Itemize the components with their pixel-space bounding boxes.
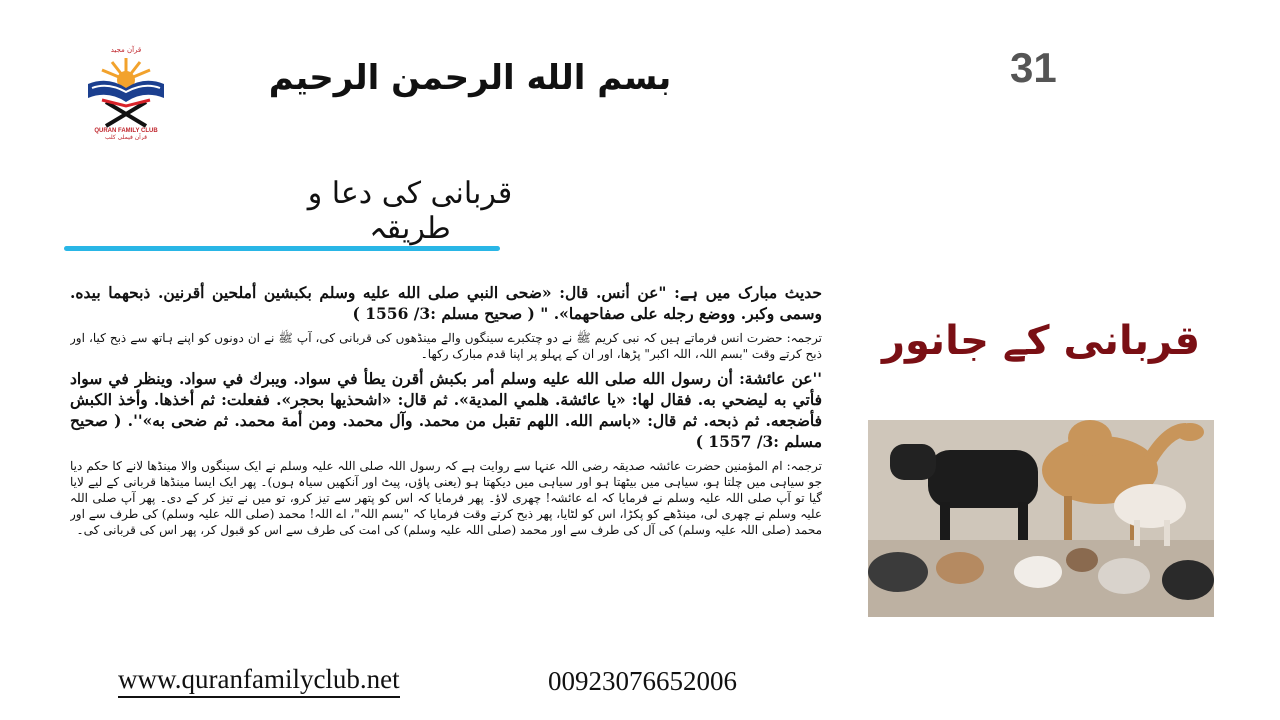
accent-divider <box>64 246 500 251</box>
phone-number: 00923076652006 <box>548 666 737 696</box>
hadith-text-block <box>70 282 822 622</box>
logo-arc-text: قرآن مجید <box>110 46 142 54</box>
photo-caption: قربانی کے جانور <box>881 318 1201 364</box>
page-number: 31 <box>1010 44 1057 91</box>
logo-name-urdu: قرآن فیملی کلب <box>105 134 147 140</box>
bismillah-heading: بسم الله الرحمن الرحيم <box>268 58 672 98</box>
quran-family-club-logo <box>78 40 174 140</box>
website-link[interactable]: www.quranfamilyclub.net <box>118 664 400 698</box>
section-subtitle: قربانی کی دعا و طریقہ <box>307 176 513 246</box>
sacrificial-animals-image <box>868 310 1214 617</box>
translation-paragraph-1: ترجمہ: حضرت انس فرماتے ہیں کہ نبی کریم ﷺ نے دو چتکبرے سینگوں والے مینڈھوں کی قربانی کی، آپ ﷺ نے ان دونوں کو اپنے ہاتھ سے ذبح کیا، اور ذبح کرتے وقت "بسم اللہ، اللہ اکبر" پڑھا، اور ان کے پہلو پر اپنا قدم مبارک رکھا۔ <box>70 331 822 361</box>
hadith-paragraph-1: حدیث مبارک میں ہے: "عن أنس. قال: «ضحى النبي صلى الله عليه وسلم بكبشين أملحين أقرنين. ذبحهما بيده. وسمى وكبر. ووضع رجله على صفاحهما». " ( صحیح مسلم :3/ 1556 ) <box>70 283 822 323</box>
logo-name: QURAN FAMILY CLUB <box>94 128 158 134</box>
hadith-paragraph-2: ''عن عائشة: أن رسول الله صلى الله عليه وسلم أمر بكبش أقرن يطأ في سواد. ويبرك في سواد. وينظر في سواد فأتي به ليضحي به. فقال لها: «يا عائشة. هلمي المدية». ثم قال: «اشحذيها بحجر». ففعلت: ثم أخذها. وأخذ الكبش فأضجعه. ثم ذبحه. ثم قال: «باسم الله. اللهم تقبل من محمد. وآل محمد. ومن أمة محمد. ثم ضحى به»''. ( صحیح مسلم :3/ 1557 ) <box>70 369 822 451</box>
translation-paragraph-2: ترجمہ: ام المؤمنین حضرت عائشہ صدیقہ رضی اللہ عنہا سے روایت ہے کہ رسول اللہ صلی اللہ علیہ وسلم نے ایک سینگوں والا مینڈھا لانے کا حکم دیا جو سیاہی میں چلتا ہو، سیاہی میں بیٹھتا ہو اور سیاہی میں دیکھتا ہو (یعنی پاؤں، پیٹ اور آنکھیں سیاہ ہوں)۔ پھر ایک ایسا مینڈھا قربانی کے لیے لایا گیا تو آپ صلی اللہ علیہ وسلم نے فرمایا کہ اے عائشہ! چھری لاؤ۔ پھر فرمایا کہ اس کو پتھر سے تیز کرو، تو میں نے تیز کر کے دی۔ پھر آپ صلی اللہ علیہ وسلم نے چھری لی، مینڈھے کو پکڑا، اس کو لٹایا، پھر ذبح کرتے وقت فرمایا کہ "بسم اللہ"، اے اللہ! محمد (صلی اللہ علیہ وسلم) کی طرف سے اور محمد (صلی اللہ علیہ وسلم) کی آل کی طرف سے اور محمد (صلی اللہ علیہ وسلم) کی امت کی طرف سے اس کو قبول کر، پھر اس کی قربانی کی۔ <box>70 459 822 537</box>
quran-book-logo-icon <box>78 40 174 140</box>
